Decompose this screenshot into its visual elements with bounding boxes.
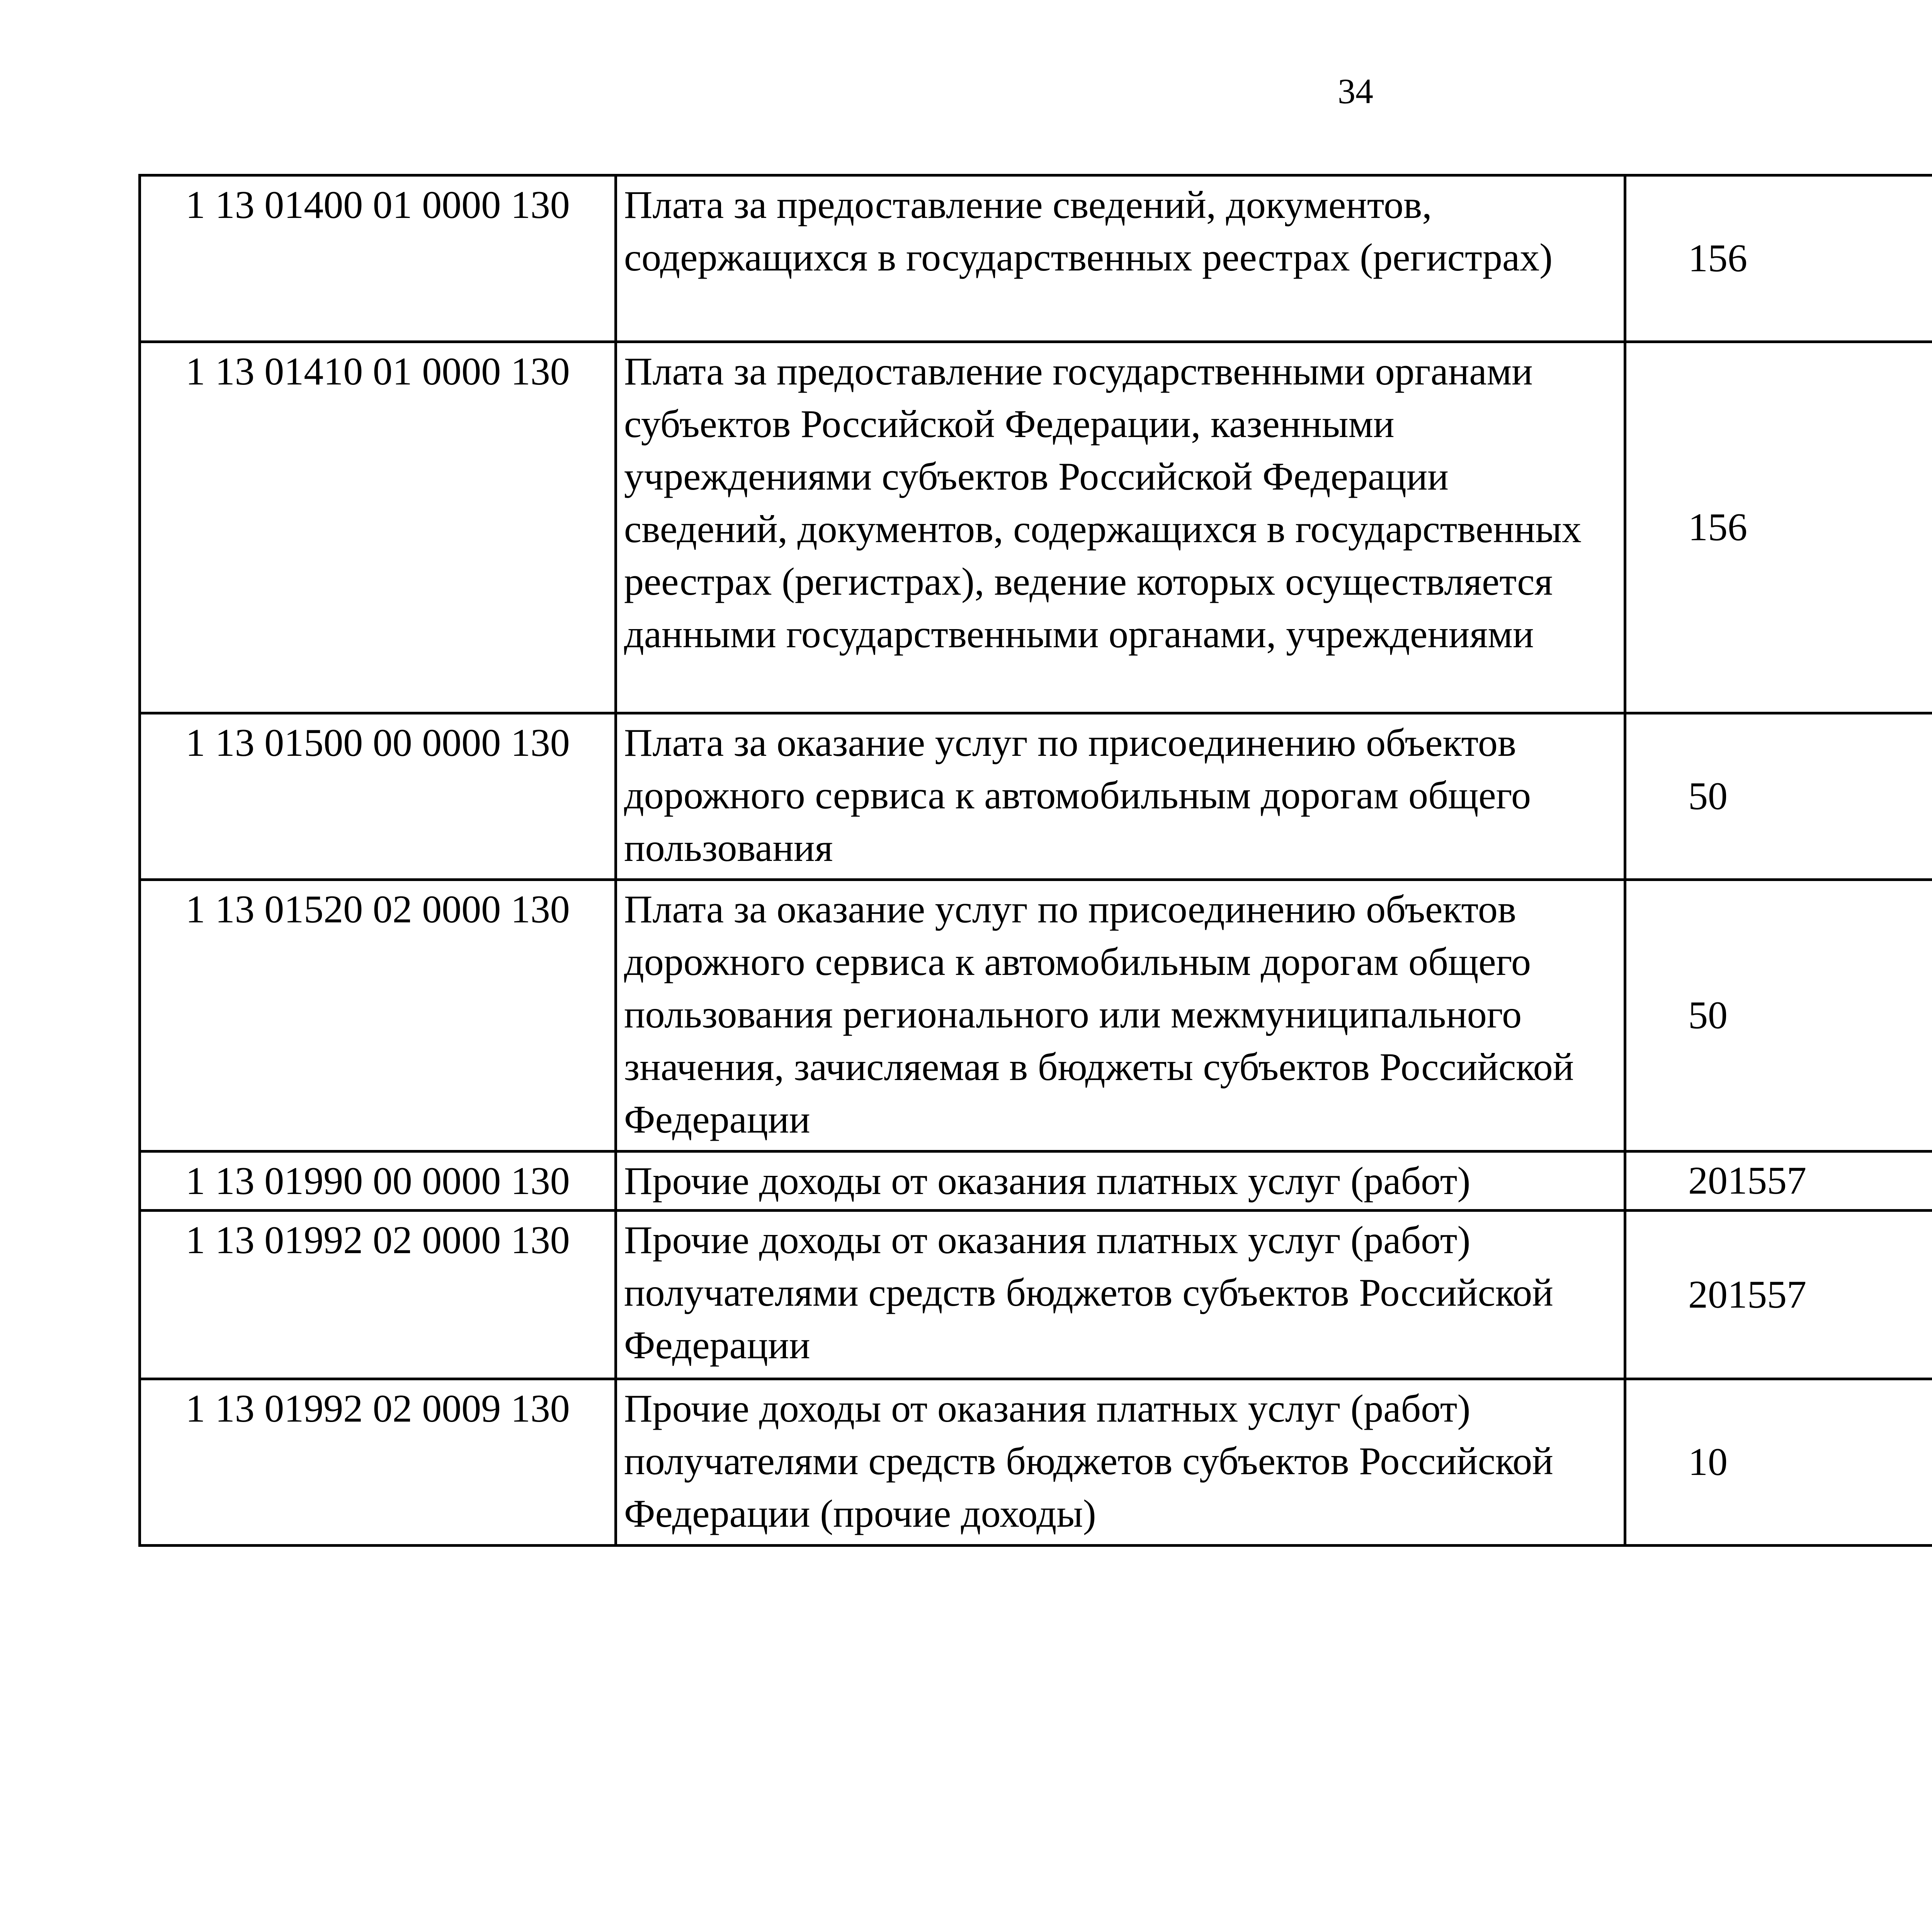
revenue-description: Прочие доходы от оказания платных услуг (работ) [616, 1152, 1625, 1211]
revenue-description: Плата за оказание услуг по присоединению объектов дорожного сервиса к автомобильным дорогам общего пользования [616, 713, 1625, 880]
table-row [140, 1379, 1932, 1546]
value-year-1: 156 [1625, 342, 1932, 713]
budget-code: 1 13 01410 01 0000 130 [140, 342, 616, 713]
budget-code: 1 13 01992 02 0000 130 [140, 1211, 616, 1379]
revenue-description: Плата за предоставление сведений, документов, содержащихся в государственных реестрах (регистрах) [616, 175, 1625, 342]
budget-code: 1 13 01520 02 0000 130 [140, 880, 616, 1152]
value-year-1: 156 [1625, 175, 1932, 342]
table-row [140, 1211, 1932, 1379]
table-row [140, 175, 1932, 342]
value-year-1: 10 [1625, 1379, 1932, 1546]
table-row [140, 713, 1932, 880]
table-row [140, 1152, 1932, 1211]
page-number: 34 [1338, 71, 1373, 111]
table-row [140, 880, 1932, 1152]
revenue-description: Плата за предоставление государственными органами субъектов Российской Федерации, казенными учреждениями субъектов Российской Федерации сведений, документов, содержащихся в государственных реестрах (регистрах), ведение которых осуществляется данными государственными органами, учреждениями [616, 342, 1625, 713]
value-year-1: 201557 [1625, 1211, 1932, 1379]
revenue-description: Прочие доходы от оказания платных услуг (работ) получателями средств бюджетов субъектов Российской Федерации (прочие доходы) [616, 1379, 1625, 1546]
value-year-1: 50 [1625, 713, 1932, 880]
table-row [140, 342, 1932, 713]
budget-code: 1 13 01400 01 0000 130 [140, 175, 616, 342]
revenue-table [138, 174, 1932, 1547]
value-year-1: 50 [1625, 880, 1932, 1152]
revenue-description: Прочие доходы от оказания платных услуг (работ) получателями средств бюджетов субъектов Российской Федерации [616, 1211, 1625, 1379]
budget-code: 1 13 01500 00 0000 130 [140, 713, 616, 880]
revenue-description: Плата за оказание услуг по присоединению объектов дорожного сервиса к автомобильным дорогам общего пользования регионального или межмуниципального значения, зачисляемая в бюджеты субъектов Российской Федерации [616, 880, 1625, 1152]
budget-code: 1 13 01992 02 0009 130 [140, 1379, 616, 1546]
value-year-1: 201557 [1625, 1152, 1932, 1211]
budget-code: 1 13 01990 00 0000 130 [140, 1152, 616, 1211]
